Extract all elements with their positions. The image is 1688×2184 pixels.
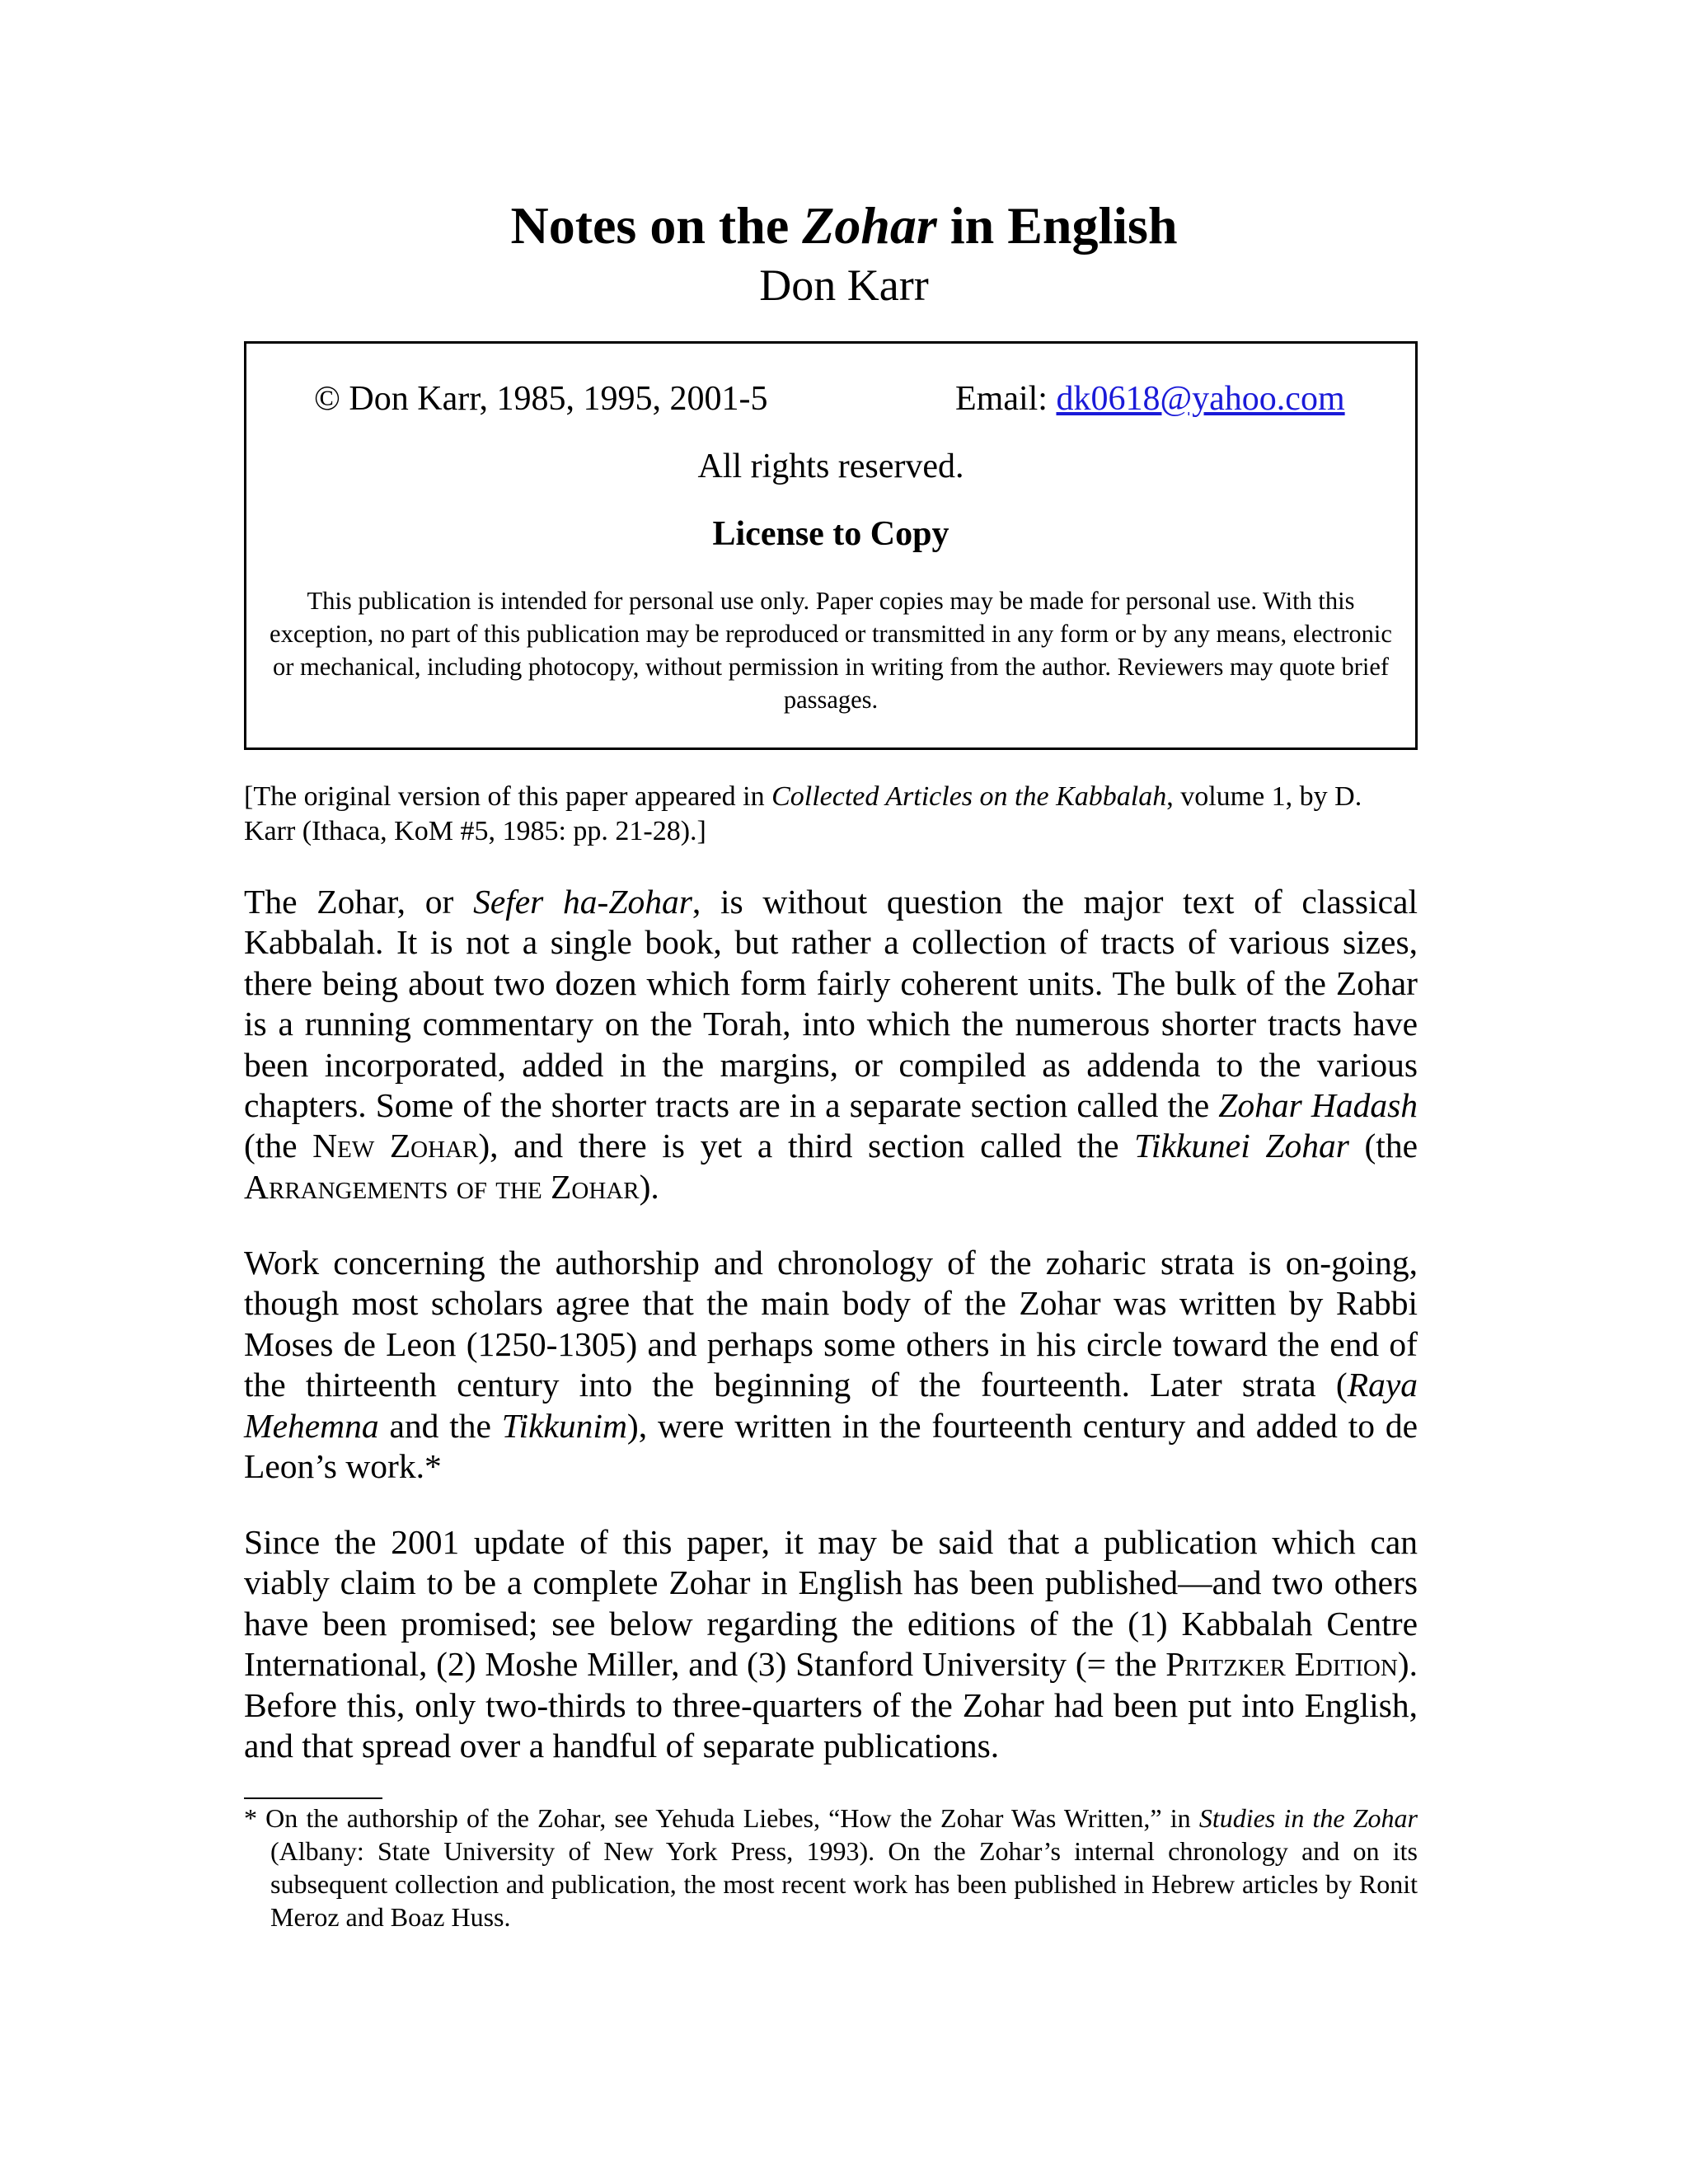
author-name: Don Karr	[759, 260, 929, 310]
original-version-note: [The original version of this paper appeared in Collected Articles on the Kabbalah, volume 1, by D. Karr (Ithaca, KoM #5, 1985: pp. 21-28).]	[244, 781, 1362, 846]
rights-reserved: All rights reserved.	[697, 448, 964, 485]
footnote-divider	[244, 1797, 382, 1799]
email-link[interactable]: dk0618@yahoo.com	[1056, 380, 1345, 418]
footnote: * On the authorship of the Zohar, see Yehuda Liebes, “How the Zohar Was Written,” in Studies in the Zohar (Albany: State University of New York Press, 1993). On the Zohar’s internal chronology and on its subsequent collection and publication, the most recent work has been published in Hebrew articles by Ronit Meroz and Boaz Huss.	[244, 1803, 1418, 1932]
license-text: This publication is intended for personal use only. Paper copies may be made for personal use. With this exception, no part of this publication may be reproduced or transmitted in any form or by any means, electronic or mechanical, including photocopy, without permission in writing from the author. Reviewers may quote brief passages.	[270, 587, 1392, 714]
license-box	[244, 341, 1418, 750]
paragraph-3: Since the 2001 update of this paper, it may be said that a publication which can viably claim to be a complete Zohar in English has been published—and two others have been promised; see below regarding the editions of the (1) Kabbalah Centre International, (2) Moshe Miller, and (3) Stanford University (= the Pritzker Edition). Before this, only two-thirds to three-quarters of the Zohar had been put into English, and that spread over a handful of separate publications.	[244, 1523, 1418, 1765]
footnote-marker: *	[244, 1803, 257, 1833]
page-title	[0, 194, 1688, 258]
paragraph-1: The Zohar, or Sefer ha-Zohar, is without question the major text of classical Kabbalah. It is not a single book, but rather a collection of tracts of various sizes, there being about two dozen which form fairly coherent units. The bulk of the Zohar is a running commentary on the Torah, into which the numerous shorter tracts have been incorporated, added in the margins, or compiled as addenda to the various chapters. Some of the shorter tracts are in a separate section called the Zohar Hadash (the New Zohar), and there is yet a third section called the Tikkunei Zohar (the Arrangements of the Zohar).	[244, 883, 1418, 1206]
email-line	[955, 377, 1345, 422]
email-label: Email:	[955, 380, 1057, 418]
title-text: Notes on the	[510, 196, 803, 255]
title-text-end: in English	[936, 196, 1178, 255]
title-italic-text: Zohar	[802, 196, 937, 255]
copyright-notice: © Don Karr, 1985, 1995, 2001-5	[314, 380, 768, 418]
license-heading: License to Copy	[712, 515, 950, 553]
book-title: Collected Articles on the Kabbalah	[771, 781, 1167, 812]
paragraph-2: Work concerning the authorship and chronology of the zoharic strata is on-going, though most scholars agree that the main body of the Zohar was written by Rabbi Moses de Leon (1250-1305) and perhaps some others in his circle toward the end of the thirteenth century into the beginning of the fourteenth. Later strata (Raya Mehemna and the Tikkunim), were written in the fourteenth century and added to de Leon’s work.*	[244, 1244, 1418, 1486]
